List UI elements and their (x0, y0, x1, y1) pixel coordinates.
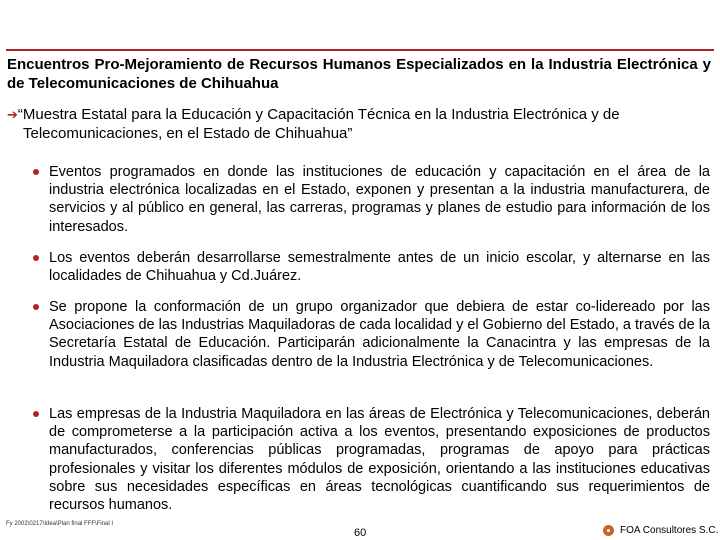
header-rule (6, 49, 714, 51)
bullet-text: Los eventos deberán desarrollarse semestralmente antes de un inicio escolar, y alternarse en las localidades de Chihuahua y Cd.Juárez. (49, 250, 710, 285)
footer-file-path: Fy 2002\0217\Idea\Plan final FFF\Final I (6, 521, 114, 527)
intro-line-2: Telecomunicaciones, en el Estado de Chihuahua” (23, 125, 353, 142)
bullet-text: Las empresas de la Industria Maquiladora en las áreas de Electrónica y Telecomunicaciones, deberán de comprometerse a la participación activa a los eventos, presentando exposiciones de productos manufacturados, conferencias públicas programadas, programas de apoyo para prácticas profesionales y visitar los diferentes módulos de exposición, orientando a las instituciones educativas sobre sus necesidades específicas en áreas tecnológicas cuantificando sus requerimientos de recursos humanos. (49, 406, 710, 514)
bullet-text: Eventos programados en donde las instituciones de educación y capacitación en el área de la industria electrónica localizadas en el Estado, exponen y presentan a la industria manufacturera, de servicios y al público en general, las carreras, programas y planes de estudio para información de los interesados. (49, 164, 710, 235)
intro-paragraph (7, 106, 710, 143)
arrow-bullet-icon: ➔ (7, 108, 18, 123)
brand-logo-icon (603, 525, 614, 536)
bullet-dot-icon (33, 411, 39, 417)
brand-name: FOA Consultores S.C. (620, 525, 719, 536)
bullet-dot-icon (33, 169, 39, 175)
bullet-dot-icon (33, 255, 39, 261)
bullet-text: Se propone la conformación de un grupo organizador que debiera de estar co-lidereado por las Asociaciones de las Industrias Maquiladoras de cada localidad y el Gobierno del Estado, a través de la Secretaría Estatal de Educación. Participarán adicionalmente la Canacintra y las empresas de la Industria Maquiladora clasificadas dentro de la Industria Electrónica y de Telecomunicaciones. (49, 299, 710, 370)
bullet-dot-icon (33, 304, 39, 310)
footer-brand (603, 525, 718, 536)
slide-title: Encuentros Pro-Mejoramiento de Recursos Humanos Especializados en la Industria Electrónica y de Telecomunicaciones de Chihuahua (7, 56, 711, 92)
page-number: 60 (354, 527, 367, 539)
intro-line-1: “Muestra Estatal para la Educación y Capacitación Técnica en la Industria Electrónica y de (17, 106, 620, 123)
